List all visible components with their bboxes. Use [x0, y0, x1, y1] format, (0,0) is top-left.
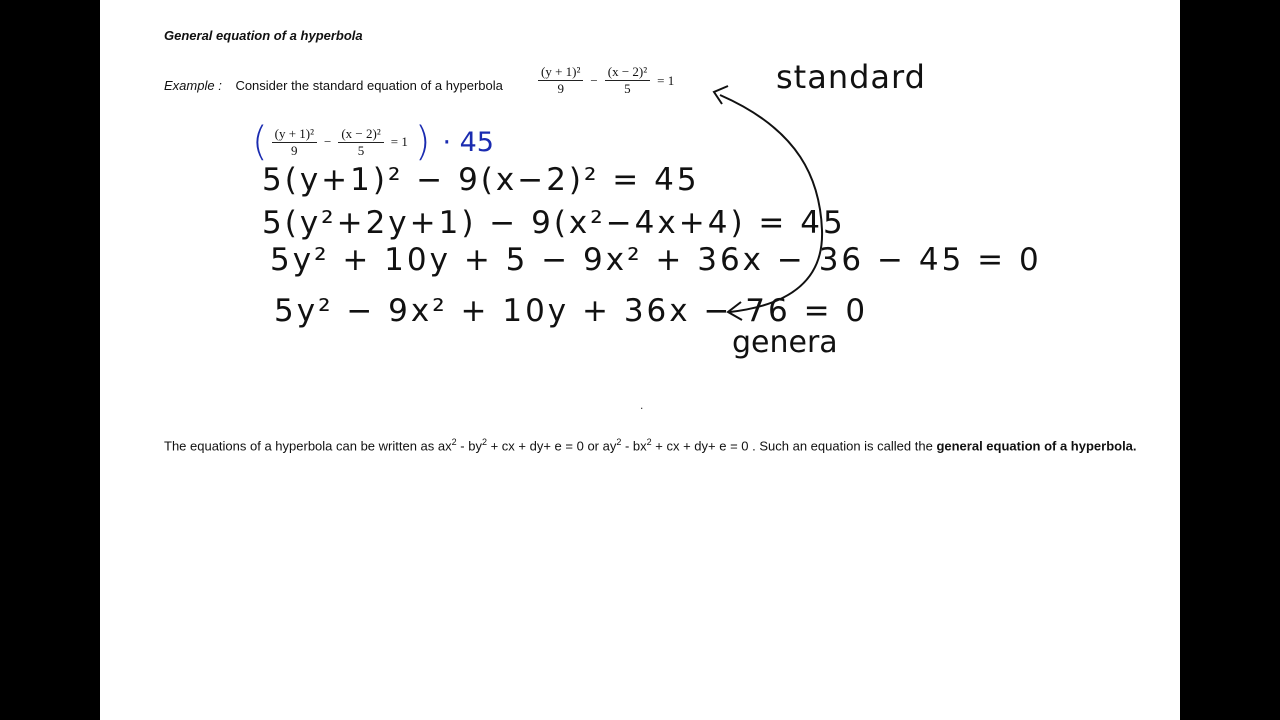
fraction-denominator: 5 — [624, 81, 631, 96]
superscript: 2 — [451, 437, 457, 447]
fraction-denominator: 9 — [557, 81, 564, 96]
handwritten-label-standard: standard — [776, 58, 926, 96]
handwritten-label-general: genera — [732, 325, 838, 360]
form2-b: - bx — [621, 438, 647, 454]
fraction-denominator: 5 — [357, 142, 365, 158]
example-label: Example : — [164, 78, 222, 93]
definition-paragraph — [164, 432, 1144, 456]
fraction-numerator: (y + 1)² — [538, 64, 583, 81]
handwritten-step-1: 5(y+1)² − 9(x−2)² = 45 — [262, 162, 700, 198]
handwritten-step-2: 5(y²+2y+1) − 9(x²−4x+4) = 45 — [262, 205, 846, 241]
handwritten-step-3: 5y² + 10y + 5 − 9x² + 36x − 36 − 45 = 0 — [270, 242, 1042, 278]
form1-c: + cx + dy+ e = 0 — [486, 438, 584, 454]
definition-lead: The equations of a hyperbola can be written as — [164, 438, 438, 454]
equation-rhs: = 1 — [390, 134, 408, 149]
minus-sign: − — [324, 134, 332, 149]
stray-dot: . — [640, 398, 644, 412]
definition-tail: . Such an equation is called the — [752, 438, 937, 454]
superscript: 2 — [481, 437, 487, 447]
superscript: 2 — [616, 437, 622, 447]
handwritten-step-4: 5y² − 9x² + 10y + 36x − 76 = 0 — [274, 293, 869, 329]
document-page — [100, 0, 1180, 720]
minus-sign: − — [590, 72, 598, 88]
fraction-denominator: 9 — [291, 142, 298, 158]
superscript: 2 — [646, 437, 652, 447]
close-parenthesis: ) — [414, 119, 431, 165]
page-title: General equation of a hyperbola — [164, 28, 363, 43]
fraction-numerator: (x − 2)² — [338, 126, 383, 143]
form1-b: - by — [456, 438, 482, 454]
open-parenthesis: ( — [252, 119, 268, 165]
fraction-numerator: (y + 1)² — [272, 126, 317, 143]
form1-a: ax — [437, 438, 452, 454]
curved-arrow-annotation — [100, 0, 1180, 720]
curved-arrow-path — [720, 95, 822, 312]
equation-rhs: = 1 — [657, 72, 675, 88]
definition-bold-term: general equation of a hyperbola. — [936, 438, 1137, 454]
form2-a: ay — [602, 438, 617, 454]
definition-or: or — [587, 438, 603, 454]
form2-c: + cx + dy+ e = 0 — [651, 438, 749, 454]
multiplier-handwritten: · 45 — [442, 126, 494, 158]
example-text: Consider the standard equation of a hyperbola — [235, 78, 503, 93]
fraction-numerator: (x − 2)² — [605, 64, 650, 81]
